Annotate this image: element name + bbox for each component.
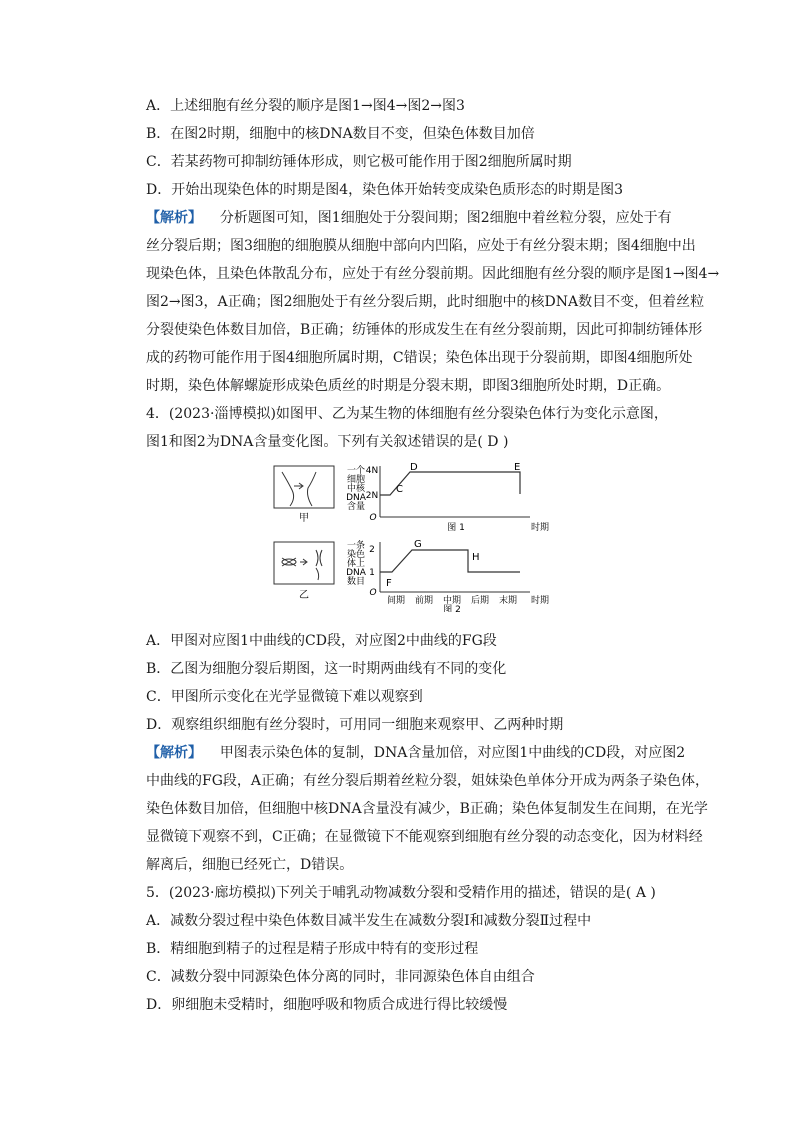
fig2-origin: O — [369, 588, 377, 598]
q3-analysis-line: 现染色体，且染色体散乱分布，应处于有丝分裂前期。因此细胞有丝分裂的顺序是图1→图4→ — [146, 266, 720, 282]
q4-option-b: B．乙图为细胞分裂后期图，这一时期两曲线有不同的变化 — [146, 661, 507, 677]
analysis-tag: 【解析】 — [146, 210, 202, 226]
fig2-ylabel-line: DNA — [346, 568, 366, 578]
fig1-caption: 图 1 — [447, 523, 465, 533]
q5-option-c: C．减数分裂中同源染色体分离的同时，非同源染色体自由组合 — [146, 969, 535, 985]
fig2-xtick: 时期 — [530, 596, 550, 606]
q5-option-b: B．精细胞到精子的过程是精子形成中特有的变形过程 — [146, 941, 479, 957]
fig2-ylabel-line: 体上 — [346, 559, 366, 569]
q4-analysis-text: 甲图表示染色体的复制，DNA含量加倍，对应图1中曲线的CD段，对应图2 — [219, 745, 686, 761]
q3-analysis-line: 成的药物可能作用于图4细胞所属时期，C错误；染色体出现于分裂前期，即图4细胞所处 — [146, 350, 693, 366]
fig1-ylabel-line: DNA — [346, 493, 366, 503]
q3-analysis-line: 分裂使染色体数目加倍，B正确；纺锤体的形成发生在有丝分裂前期，因此可抑制纺锤体形 — [146, 322, 703, 338]
fig1-ylabel — [346, 464, 367, 512]
q3-option-b: B．在图2时期，细胞中的核DNA数目不变，但染色体数目加倍 — [146, 126, 535, 142]
fig2-xtick: 前期 — [414, 596, 434, 606]
q5-option-d: D．卵细胞未受精时，细胞呼吸和物质合成进行得比较缓慢 — [146, 997, 508, 1013]
q3-analysis-line: 丝分裂后期；图3细胞的细胞膜从细胞中部向内凹陷，应处于有丝分裂末期；图4细胞中出 — [146, 238, 696, 254]
fig2-xtick: 间期 — [386, 596, 406, 606]
q3-analysis-line: 图2→图3，A正确；图2细胞处于有丝分裂后期，此时细胞中的核DNA数目不变，但着丝粒 — [146, 294, 705, 310]
q3-option-a: A．上述细胞有丝分裂的顺序是图1→图4→图2→图3 — [146, 98, 465, 114]
q4-analysis-line: 染色体数目加倍，但细胞中核DNA含量没有减少，B正确；染色体复制发生在间期，在光学 — [146, 801, 708, 817]
fig1-point-c: C — [396, 484, 403, 495]
q4-analysis-line: 中曲线的FG段，A正确；有丝分裂后期着丝粒分裂，姐妹染色单体分开成为两条子染色体， — [146, 773, 710, 789]
cell-jia-chromosome-icon — [282, 472, 316, 506]
fig1-origin: O — [369, 513, 377, 523]
q4-figure — [268, 462, 558, 612]
fig2-caption: 图 2 — [443, 605, 461, 612]
cell-jia-label: 甲 — [299, 513, 309, 524]
cell-yi-chromosome-icon — [282, 550, 322, 580]
fig1-ylabel-line: 一个 — [346, 466, 366, 476]
q3-analysis-line: 时期，染色体解螺旋形成染色质丝的时期是分裂末期，即图3细胞所处时期，D正确。 — [146, 378, 671, 394]
fig2-xtick: 后期 — [470, 596, 490, 606]
fig1-xlabel: 时期 — [530, 523, 550, 533]
q3-option-d: D．开始出现染色体的时期是图4，染色体开始转变成染色质形态的时期是图3 — [146, 182, 624, 198]
q3-analysis-text: 分析题图可知，图1细胞处于分裂间期；图2细胞中着丝粒分裂，应处于有 — [219, 210, 672, 226]
q5-stem: 5．(2023·廊坊模拟)下列关于哺乳动物减数分裂和受精作用的描述，错误的是( A ) — [146, 885, 656, 901]
fig1-point-e: E — [514, 462, 521, 473]
q4-analysis-line: 显微镜下观察不到，C正确；在显微镜下不能观察到细胞有丝分裂的动态变化，因为材料经 — [146, 829, 703, 845]
q4-option-c: C．甲图所示变化在光学显微镜下难以观察到 — [146, 689, 423, 705]
fig2-curve — [380, 550, 520, 572]
fig1-point-d: D — [410, 462, 418, 473]
q4-stem-cont: 图1和图2为DNA含量变化图。下列有关叙述错误的是( D ) — [146, 434, 509, 450]
fig1-ylabel-line: 中核 — [346, 484, 366, 494]
q3-analysis-line — [0, 204, 794, 232]
fig1-tick-2n: 2N — [365, 491, 379, 501]
analysis-tag: 【解析】 — [146, 745, 202, 761]
fig2-ylabel-line: 染色 — [346, 550, 366, 560]
q3-option-c: C．若某药物可抑制纺锤体形成，则它极可能作用于图2细胞所属时期 — [146, 154, 572, 170]
fig1-ylabel-line: 含量 — [346, 502, 366, 512]
fig2-ylabel-line: 数目 — [346, 577, 366, 587]
fig2-point-h: H — [472, 552, 480, 563]
fig2-xtick: 末期 — [498, 596, 518, 606]
fig2-ylabel — [346, 539, 367, 587]
fig2-xtick: 中期 — [442, 596, 462, 606]
q4-option-d: D．观察组织细胞有丝分裂时，可用同一细胞来观察甲、乙两种时期 — [146, 717, 564, 733]
fig1-tick-4n: 4N — [365, 466, 379, 476]
fig2-point-g: G — [414, 539, 422, 550]
q4-analysis-line: 解离后，细胞已经死亡，D错误。 — [146, 857, 354, 873]
cell-yi-label: 乙 — [299, 590, 309, 601]
fig2-tick-2: 2 — [369, 545, 375, 555]
q4-analysis-line — [0, 739, 794, 767]
fig2-tick-1: 1 — [369, 568, 375, 578]
fig2-x-ticks — [387, 594, 549, 606]
fig2-point-f: F — [386, 578, 392, 589]
q5-option-a: A．减数分裂过程中染色体数目减半发生在减数分裂Ⅰ和减数分裂Ⅱ过程中 — [146, 913, 592, 929]
fig2-ylabel-line: 一条 — [346, 541, 366, 551]
fig1-ylabel-line: 细胞 — [346, 475, 366, 485]
q4-option-a: A．甲图对应图1中曲线的CD段，对应图2中曲线的FG段 — [146, 633, 497, 649]
cell-yi-frame — [274, 542, 334, 584]
cell-jia-frame — [274, 466, 334, 508]
q4-stem: 4．(2023·淄博模拟)如图甲、乙为某生物的体细胞有丝分裂染色体行为变化示意图， — [146, 406, 668, 422]
